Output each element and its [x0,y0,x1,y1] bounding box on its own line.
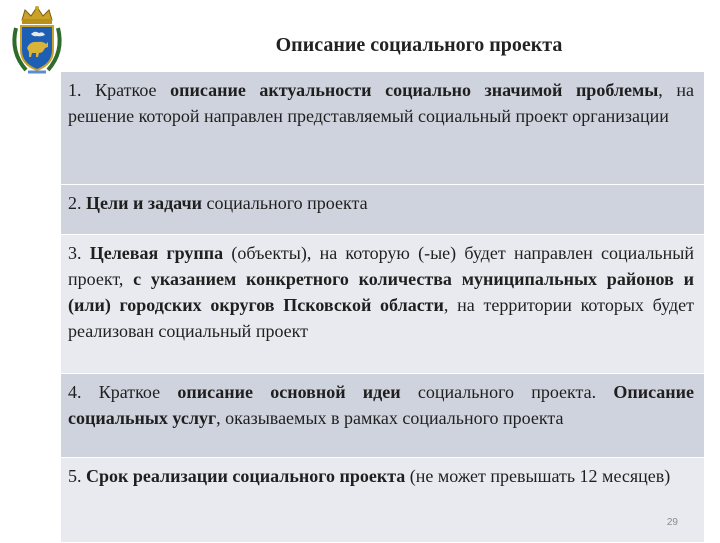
item-text-bold: Цели и задачи [81,193,202,213]
list-item [61,72,704,185]
item-text: социального проекта. [400,382,614,402]
item-number: 1. [68,80,82,100]
page-number: 29 [666,517,678,528]
list-item [61,458,704,543]
item-text: (объекты), на которую (-ые) будет направлен социальный проект, [68,243,694,289]
item-text-bold: описание основной идеи [177,382,401,402]
list-item [61,374,704,458]
item-number: 3. [68,243,82,263]
list-item [61,235,704,374]
item-text: Краткое [81,382,178,402]
item-text: , оказываемых в рамках социального проекта [216,408,564,428]
list-item [61,185,704,235]
item-text-bold: с указанием конкретного количества муниципальных районов и (или) городских округов Псковской области [68,269,694,315]
item-text: (не может превышать 12 месяцев) [405,466,671,486]
item-text: Краткое [81,80,171,100]
item-number: 5. [68,466,82,486]
item-text-bold: описание актуальности социально значимой проблемы [170,80,659,100]
item-number: 2. [68,193,82,213]
item-text-bold: Срок реализации социального проекта [81,466,406,486]
project-description-table [61,72,704,543]
item-text-bold: Описание социальных услуг [68,382,695,428]
item-text: , на территории которых будет реализован социальный проект [68,295,694,341]
item-text: социального проекта [201,193,368,213]
item-text-bold: Целевая группа [81,243,224,263]
item-text: , на решение которой направлен представляемый социальный проект организации [68,80,694,126]
item-number: 4. [68,382,82,402]
page-title: Описание социального проекта [275,34,563,56]
